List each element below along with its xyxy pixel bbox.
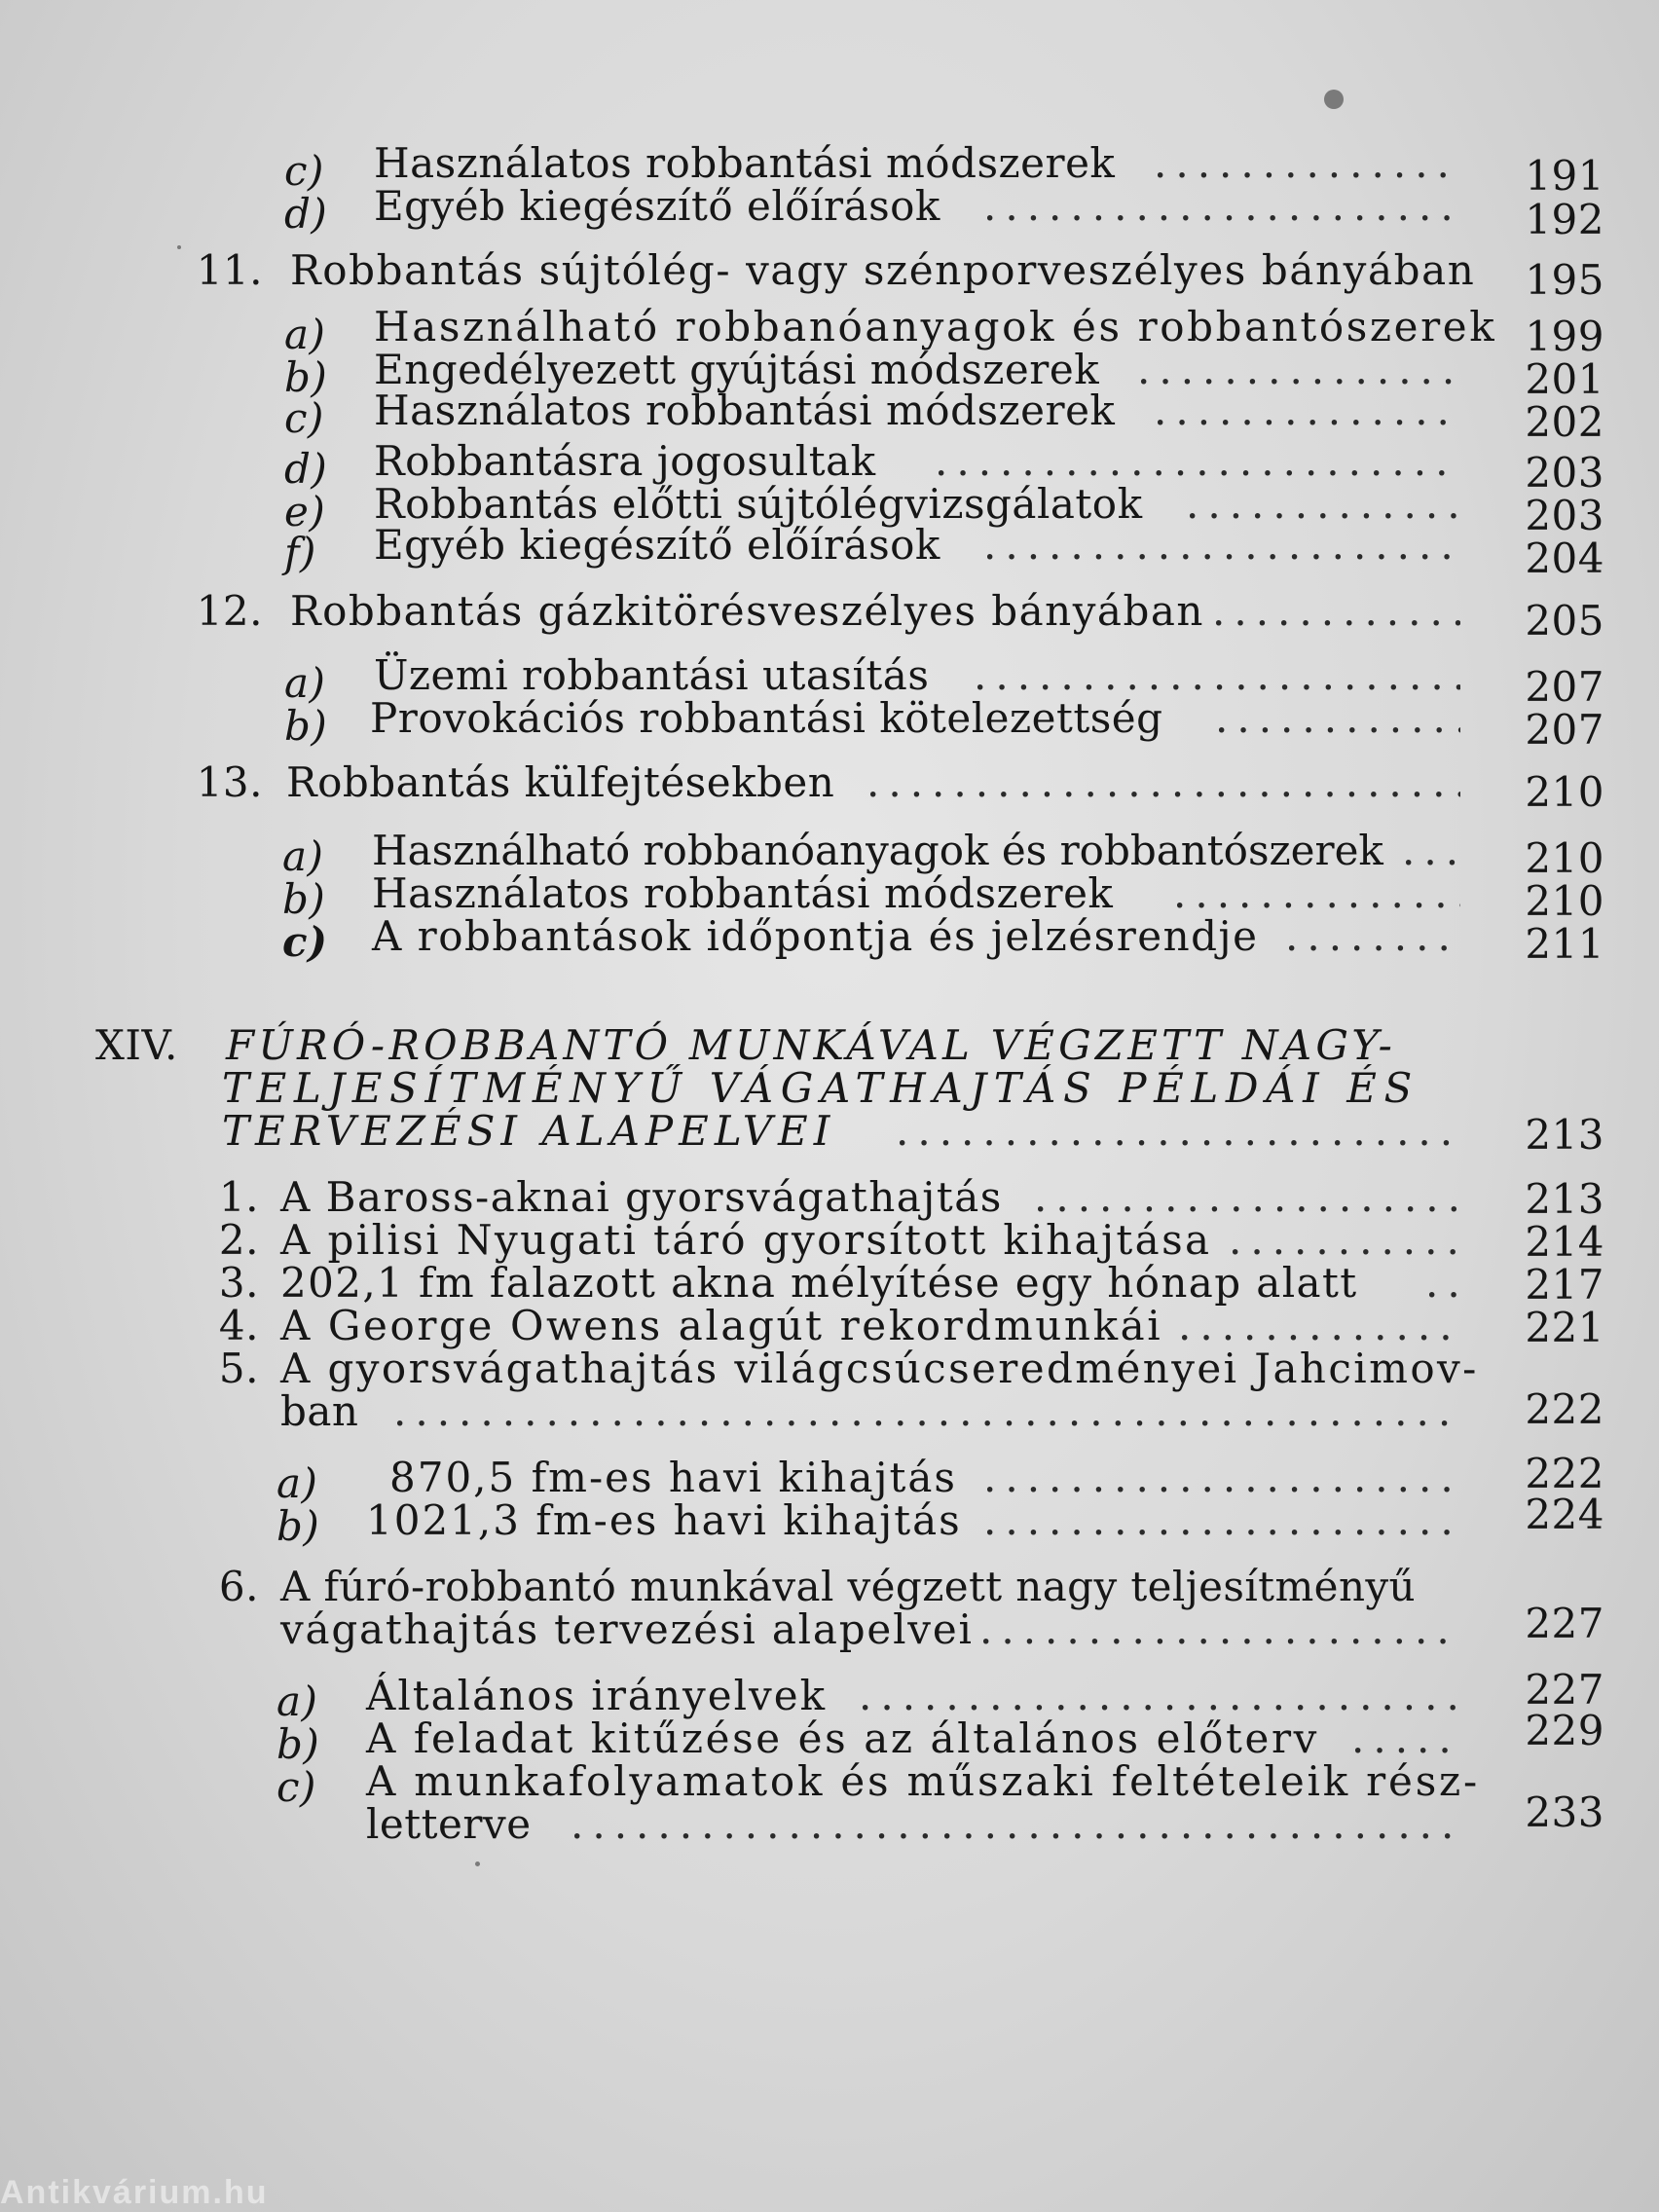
entry-number: 13.: [196, 758, 263, 806]
page-number: 201: [1525, 355, 1604, 403]
leader-dots: [393, 1388, 1460, 1435]
entry-number: 1.: [218, 1173, 259, 1221]
page-number: 229: [1525, 1707, 1604, 1754]
leader-dots: [866, 759, 1460, 806]
entry-letter: c): [276, 1763, 316, 1811]
page-number: 213: [1525, 1111, 1604, 1159]
page-number: 224: [1525, 1491, 1604, 1538]
page-number: 222: [1525, 1385, 1604, 1433]
entry-letter: a): [282, 832, 324, 880]
entry-title: Használható robbanóanyagok és robbantószerek: [372, 827, 1383, 874]
page-number: 210: [1525, 834, 1604, 882]
entry-letter: a): [284, 659, 326, 707]
entry-number: 5.: [218, 1345, 259, 1392]
entry-title-continuation: vágathajtás tervezési alapelvei: [280, 1605, 974, 1653]
entry-title: 870,5 fm-es havi kihajtás: [389, 1454, 957, 1501]
leader-dots: [935, 438, 1460, 485]
leader-dots: [896, 1108, 1460, 1155]
entry-letter: b): [276, 1502, 320, 1550]
entry-title: Üzemi robbantási utasítás: [374, 651, 930, 699]
entry-title: Használatos robbantási módszerek: [372, 869, 1114, 917]
entry-title: Robbantás előtti sújtólégvizsgálatok: [374, 480, 1143, 528]
page-number: 210: [1525, 877, 1604, 925]
entry-title: A gyorsvágathajtás világcsúcseredményei Jahcimov-: [280, 1345, 1479, 1392]
entry-title: Egyéb kiegészítő előírások: [374, 521, 940, 569]
entry-title: Használható robbanóanyagok és robbantószerek: [374, 303, 1497, 350]
chapter-title-line: TERVEZÉSI ALAPELVEI: [222, 1107, 836, 1155]
entry-letter: a): [284, 311, 326, 358]
entry-title: A feladat kitűzése és az általános előterv: [366, 1714, 1319, 1762]
leader-dots: [859, 1673, 1460, 1719]
leader-dots: [1285, 913, 1460, 960]
leader-dots: [1154, 140, 1460, 187]
entry-letter: e): [284, 488, 326, 535]
entry-number: 12.: [196, 587, 263, 635]
page-number: 211: [1525, 920, 1604, 968]
leader-dots: [1229, 1217, 1460, 1264]
entry-title: Robbantásra jogosultak: [374, 437, 876, 485]
entry-letter: d): [284, 190, 328, 238]
entry-title: A pilisi Nyugati táró gyorsított kihajtása: [280, 1216, 1212, 1264]
entry-title: A robbantások időpontja és jelzésrendje: [372, 912, 1259, 960]
leader-dots: [571, 1801, 1460, 1848]
entry-letter: b): [284, 702, 328, 750]
entry-letter: a): [276, 1459, 318, 1507]
leader-dots: [1186, 481, 1460, 528]
entry-number: 3.: [218, 1259, 259, 1307]
leader-dots: [974, 652, 1460, 699]
entry-title: 202,1 fm falazott akna mélyítése egy hónap alatt: [280, 1259, 1358, 1307]
leader-dots: [983, 1455, 1460, 1501]
entry-title: A George Owens alagút rekordmunkái: [280, 1302, 1163, 1349]
page-number: 207: [1525, 663, 1604, 711]
entry-number: 4.: [218, 1302, 259, 1349]
entry-letter: a): [276, 1677, 318, 1725]
page-number: 210: [1525, 768, 1604, 816]
entry-title: Engedélyezett gyújtási módszerek: [374, 346, 1100, 393]
page-number: 202: [1525, 398, 1604, 446]
entry-title: 1021,3 fm-es havi kihajtás: [366, 1496, 962, 1544]
page-number: 199: [1525, 313, 1604, 360]
page-number: 222: [1525, 1450, 1604, 1497]
leader-dots: [1173, 870, 1460, 917]
chapter-title-line: TELJESÍTMÉNYŰ VÁGATHAJTÁS PÉLDÁI ÉS: [222, 1064, 1419, 1112]
entry-title: Provokációs robbantási kötelezettség: [370, 694, 1163, 742]
page-number: 192: [1525, 196, 1604, 243]
page-number: 195: [1525, 256, 1604, 304]
entry-title: A fúró-robbantó munkával végzett nagy teljesítményű: [280, 1563, 1416, 1610]
entry-title: A munkafolyamatok és műszaki feltételeik rész-: [366, 1757, 1480, 1805]
entry-title-continuation: letterve: [366, 1800, 532, 1848]
page-number: 227: [1525, 1600, 1604, 1647]
leader-dots: [1351, 1715, 1460, 1762]
leader-dots: [983, 1497, 1460, 1544]
entry-title: Robbantás sújtólég- vagy szénporveszélyes bányában: [290, 246, 1476, 294]
page-number: 203: [1525, 449, 1604, 497]
entry-letter: f): [284, 529, 316, 576]
entry-number: 11.: [196, 246, 263, 294]
paper-speck: [177, 245, 181, 249]
page-number: 213: [1525, 1175, 1604, 1223]
entry-title: Egyéb kiegészítő előírások: [374, 182, 940, 230]
page-number: 205: [1525, 597, 1604, 645]
leader-dots: [983, 183, 1460, 230]
page-number: 214: [1525, 1218, 1604, 1266]
leader-dots: [979, 1606, 1460, 1653]
page-number: 191: [1525, 152, 1604, 200]
paper-speck: [475, 1862, 480, 1866]
leader-dots: [1402, 828, 1460, 874]
chapter-title-line: FÚRÓ-ROBBANTÓ MUNKÁVAL VÉGZETT NAGY-: [226, 1021, 1397, 1069]
entry-letter: b): [284, 353, 328, 401]
page-number: 227: [1525, 1666, 1604, 1714]
entry-letter: b): [276, 1720, 320, 1768]
watermark: Antikvárium.hu: [0, 2174, 269, 2211]
entry-title: Általános irányelvek: [366, 1672, 828, 1719]
page-number: 221: [1525, 1304, 1604, 1351]
page-number: 207: [1525, 706, 1604, 754]
page-number: 217: [1525, 1261, 1604, 1309]
leader-dots: [1425, 1260, 1460, 1307]
entry-title: Használatos robbantási módszerek: [374, 387, 1116, 434]
leader-dots: [1215, 695, 1460, 742]
chapter-number: XIV.: [95, 1021, 178, 1069]
leader-dots: [1137, 347, 1460, 393]
entry-title: Robbantás gázkitörésveszélyes bányában: [290, 587, 1204, 635]
entry-number: 6.: [218, 1563, 259, 1610]
entry-letter: c): [282, 918, 328, 966]
leader-dots: [1178, 1303, 1460, 1349]
leader-dots: [1034, 1174, 1460, 1221]
page-number: 203: [1525, 492, 1604, 539]
entry-title: A Baross-aknai gyorsvágathajtás: [280, 1173, 1003, 1221]
entry-number: 2.: [218, 1216, 259, 1264]
paper-speck: [1324, 90, 1344, 109]
entry-letter: c): [284, 394, 324, 442]
leader-dots: [983, 522, 1460, 569]
leader-dots: [1154, 387, 1460, 434]
entry-letter: c): [284, 147, 324, 195]
leader-dots: [1212, 588, 1460, 635]
entry-title-continuation: ban: [280, 1387, 359, 1435]
entry-title: Használatos robbantási módszerek: [374, 139, 1116, 187]
entry-letter: b): [282, 875, 326, 923]
page-number: 204: [1525, 535, 1604, 582]
entry-letter: d): [284, 445, 328, 493]
entry-title: Robbantás külfejtésekben: [286, 758, 835, 806]
page-number: 233: [1525, 1788, 1604, 1836]
